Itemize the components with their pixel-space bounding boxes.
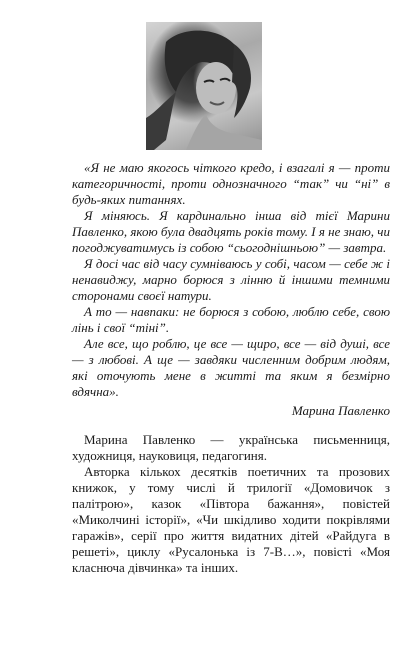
bio-paragraph: Авторка кількох десятків поетичних та прозових книжок, у тому числі й трилогії «Домовичок з палітрою», казок «Півтора бажання», повістей «Миколчині історії», «Чи шкідливо ходити покрівлями гаражів», серії про життя видатних дітей «Райдуга в решеті», циклу «Русалонька із 7-В…», повісті «Моя класнюча дівчинка» та інших.: [72, 464, 390, 575]
quote-paragraph: Але все, що роблю, це все — щиро, все — від душі, все — з любові. А ще — завдяки численним добрим людям, які оточують мене в житті та яким я безмірно вдячна».: [72, 336, 390, 399]
quote-paragraph: «Я не маю якогось чіткого кредо, і взагалі я — проти категоричності, проти однозначного “так” чи “ні” в будь-яких питаннях.: [72, 160, 390, 207]
quote-paragraph: Я міняюсь. Я кардинально інша від тієї Марини Павленко, якою була двадцять років тому. І я не знаю, чи погоджуватимусь із собою “сьогоднішньою” — завтра.: [72, 208, 390, 255]
portrait-illustration: [146, 22, 262, 150]
author-portrait: [146, 22, 262, 150]
author-quote: [72, 160, 390, 419]
quote-paragraph: А то — навпаки: не борюся з собою, люблю себе, свою лінь і свої “тіні”.: [72, 304, 390, 335]
quote-paragraph: Я досі час від часу сумніваюсь у собі, часом — себе ж і ненавиджу, марно борюся з лінню й іншими темними сторонами своєї натури.: [72, 256, 390, 303]
bio-paragraph: Марина Павленко — українська письменниця, художниця, науковиця, педагогиня.: [72, 432, 390, 463]
author-biography: [72, 432, 390, 576]
quote-signature: Марина Павленко: [291, 403, 390, 418]
